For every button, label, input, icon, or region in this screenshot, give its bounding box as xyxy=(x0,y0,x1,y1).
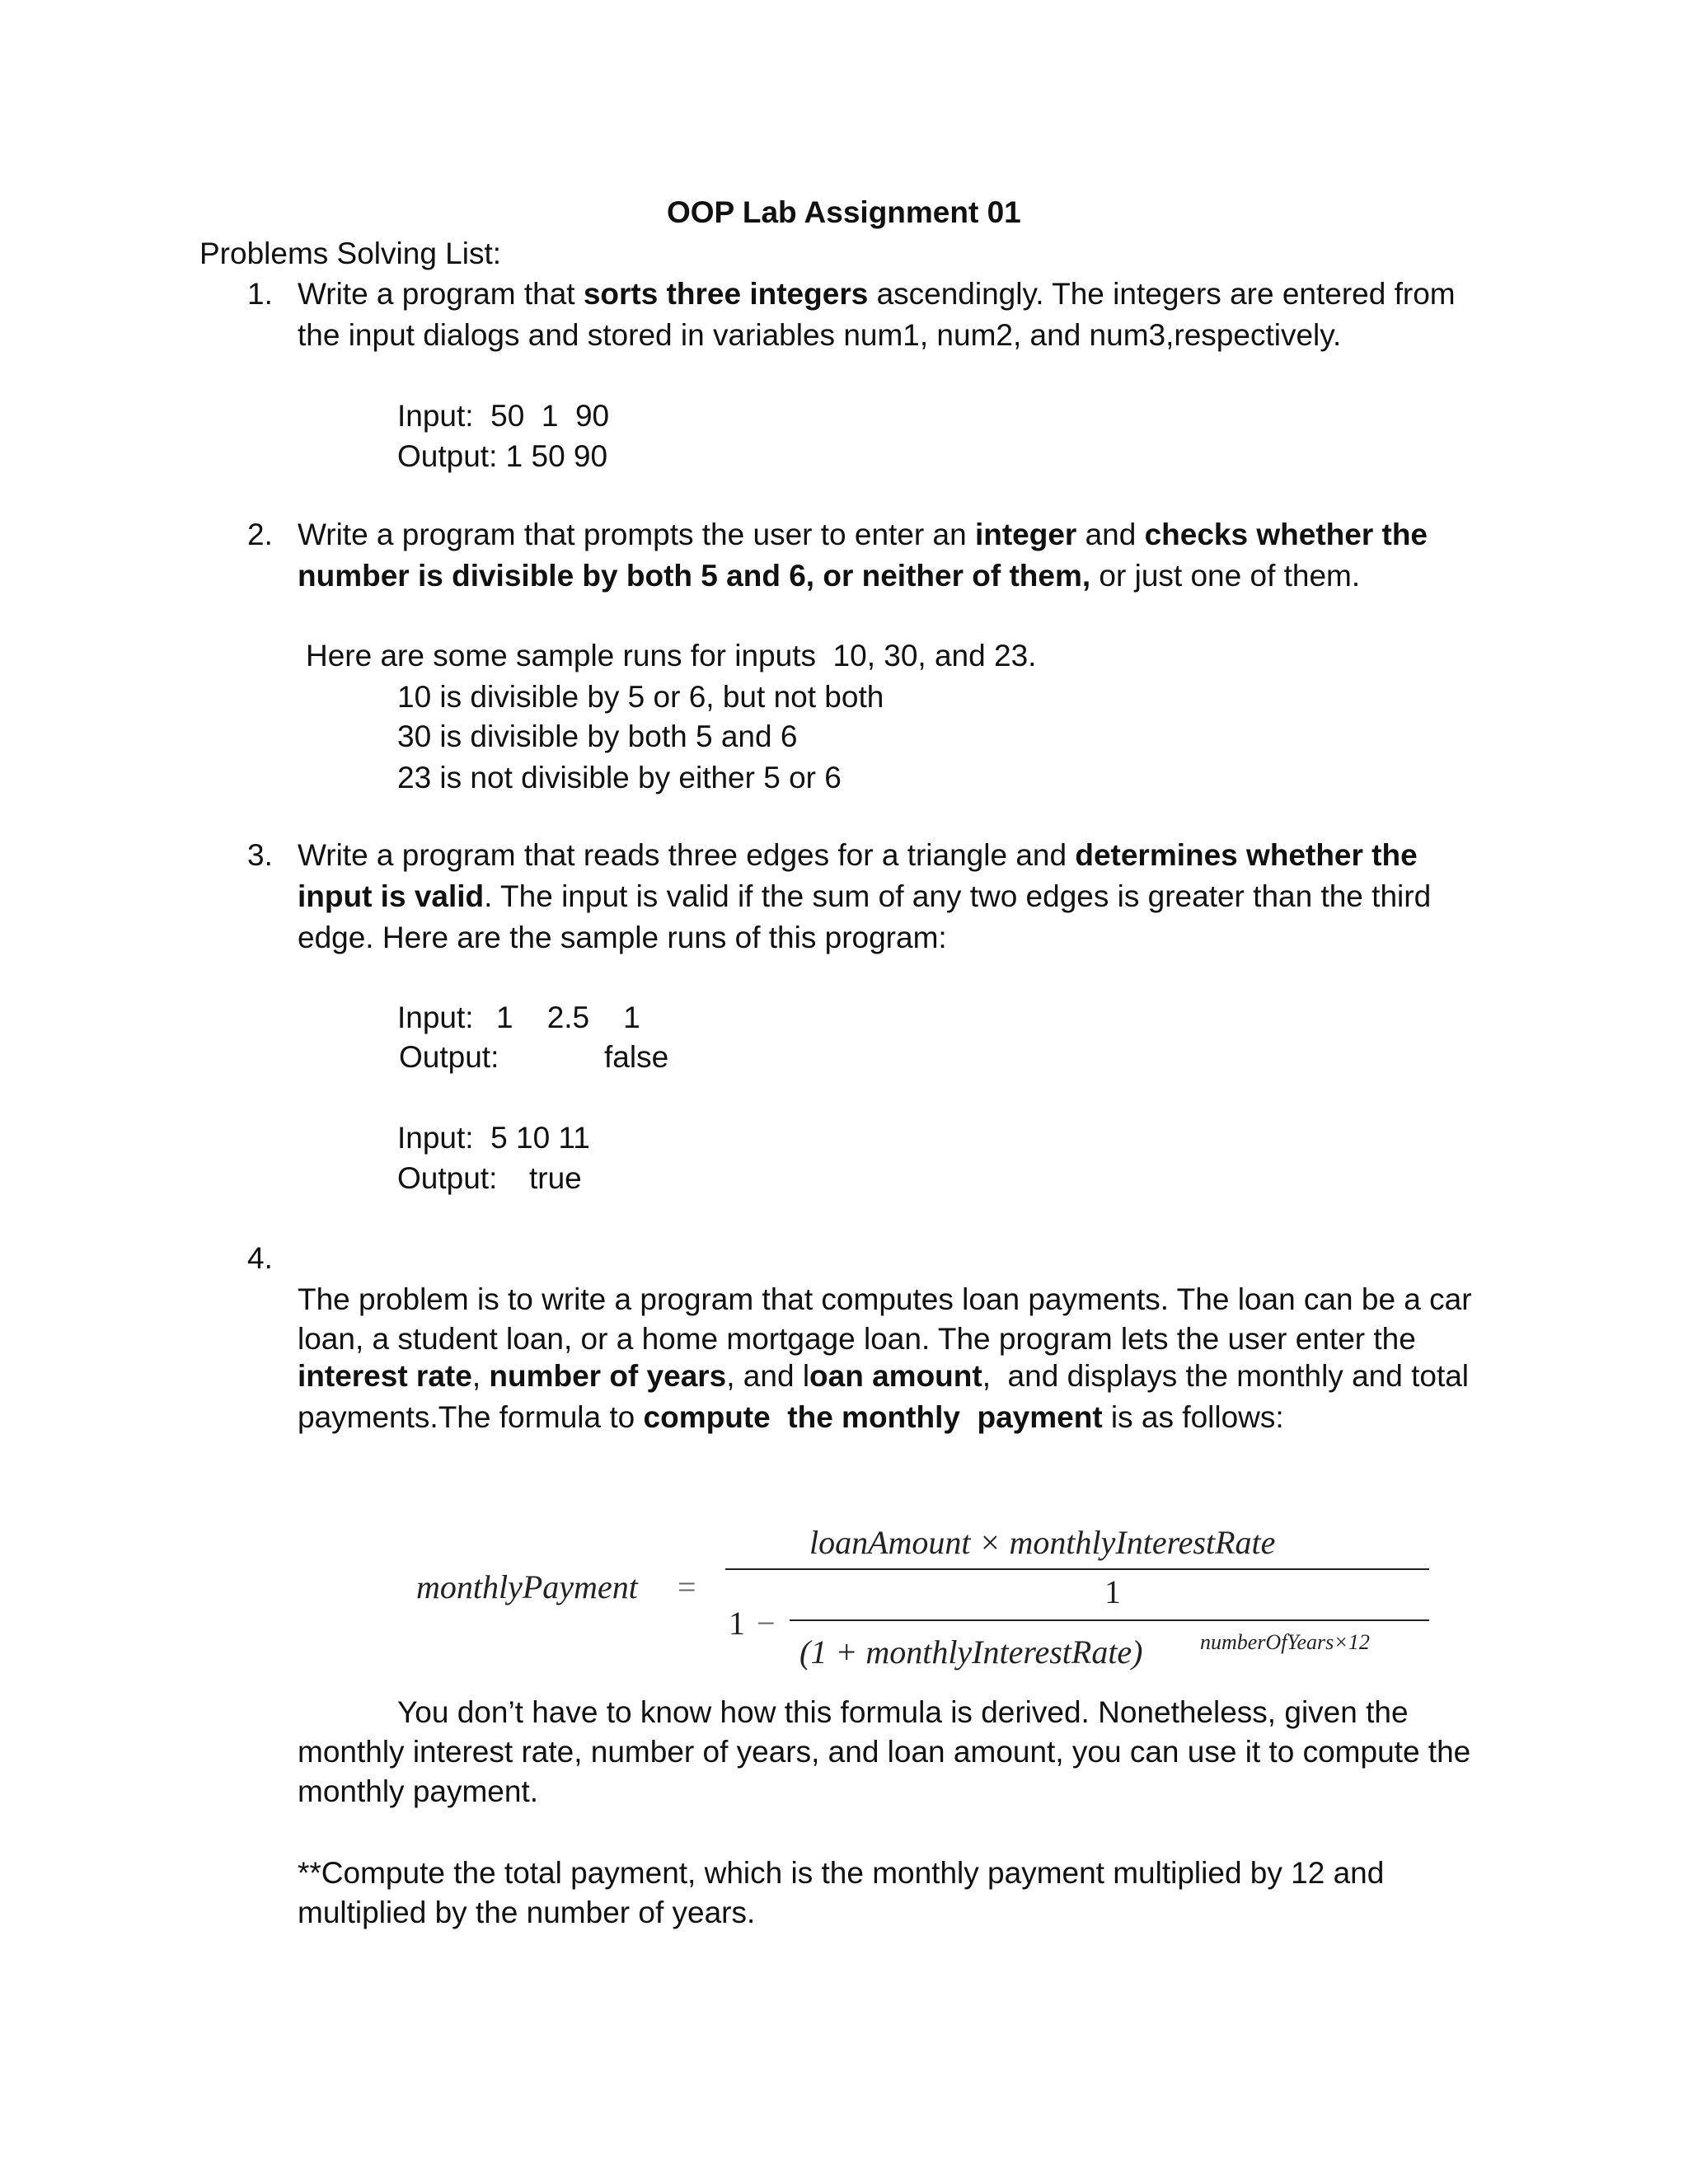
problem-3-sample-a-input-label: Input: xyxy=(397,1001,474,1034)
formula-one: 1 xyxy=(729,1605,745,1642)
problem-3-sample-a-output-label: Output: xyxy=(399,1040,499,1074)
section-heading: Problems Solving List: xyxy=(199,237,502,270)
problem-4-line-2: loan, a student loan, or a home mortgage loan. The program lets the user enter the xyxy=(298,1322,1416,1356)
problem-1-line-2: the input dialogs and stored in variables num1, num2, and num3,respectively. xyxy=(298,318,1342,352)
total-payment-note-line-2: multiplied by the number of years. xyxy=(298,1896,756,1929)
formula-inner-fraction-bar xyxy=(790,1619,1429,1621)
problem-3-sample-b-input: Input: 5 10 11 xyxy=(397,1121,590,1155)
problem-3-number: 3. xyxy=(247,838,273,872)
formula-explanation-line-1: You don’t have to know how this formula is derived. Nonetheless, given the xyxy=(397,1695,1409,1729)
formula-main-fraction-bar xyxy=(725,1568,1429,1570)
formula-explanation-line-3: monthly payment. xyxy=(298,1774,539,1808)
problem-4-number: 4. xyxy=(247,1241,273,1275)
formula-minus: − xyxy=(757,1605,776,1642)
page-title: OOP Lab Assignment 01 xyxy=(667,195,1021,229)
problem-2-line-2: number is divisible by both 5 and 6, or neither of them, or just one of them. xyxy=(298,559,1361,593)
problem-1-number: 1. xyxy=(247,277,273,311)
problem-3-sample-b-output-label: Output: xyxy=(397,1161,498,1195)
problem-2-intro: Here are some sample runs for inputs 10, 30, and 23. xyxy=(306,639,1037,673)
formula-explanation-line-2: monthly interest rate, number of years, and loan amount, you can use it to compute the xyxy=(298,1735,1471,1769)
problem-3-sample-b-output-value: true xyxy=(529,1161,582,1195)
formula-numerator: loanAmount × monthlyInterestRate xyxy=(809,1524,1276,1561)
problem-3-line-2: input is valid. The input is valid if the sum of any two edges is greater than the third xyxy=(298,879,1432,913)
problem-3-line-3: edge. Here are the sample runs of this program: xyxy=(298,921,947,954)
problem-2-sample-3: 23 is not divisible by either 5 or 6 xyxy=(397,761,842,794)
problem-4-line-4: payments.The formula to compute the monthly payment is as follows: xyxy=(298,1400,1284,1434)
formula-inner-numerator: 1 xyxy=(1104,1573,1121,1610)
formula-inner-denominator: (1 + monthlyInterestRate) xyxy=(799,1633,1143,1671)
formula-exponent: numberOfYears×12 xyxy=(1200,1630,1370,1654)
problem-1-sample-input: Input: 50 1 90 xyxy=(397,399,610,433)
problem-2-line-1: Write a program that prompts the user to enter an integer and checks whether the xyxy=(298,518,1428,551)
problem-1-sample-output: Output: 1 50 90 xyxy=(397,439,608,473)
formula-equals: = xyxy=(678,1568,696,1605)
problem-4-line-3: interest rate, number of years, and loan amount, and displays the monthly and total xyxy=(298,1359,1470,1393)
problem-2-sample-2: 30 is divisible by both 5 and 6 xyxy=(397,719,798,753)
total-payment-note-line-1: **Compute the total payment, which is the monthly payment multiplied by 12 and xyxy=(298,1856,1385,1890)
problem-3-sample-a-output-value: false xyxy=(604,1040,669,1074)
formula-lhs: monthlyPayment xyxy=(416,1568,638,1605)
problem-2-number: 2. xyxy=(247,518,273,551)
problem-3-line-1: Write a program that reads three edges for a triangle and determines whether the xyxy=(298,838,1418,872)
problem-1-line-1: Write a program that sorts three integers ascendingly. The integers are entered from xyxy=(298,277,1456,311)
problem-2-sample-1: 10 is divisible by 5 or 6, but not both xyxy=(397,680,884,714)
problem-4-line-1: The problem is to write a program that computes loan payments. The loan can be a car xyxy=(298,1282,1472,1316)
problem-3-sample-a-input-values: 1 2.5 1 xyxy=(496,1001,640,1034)
